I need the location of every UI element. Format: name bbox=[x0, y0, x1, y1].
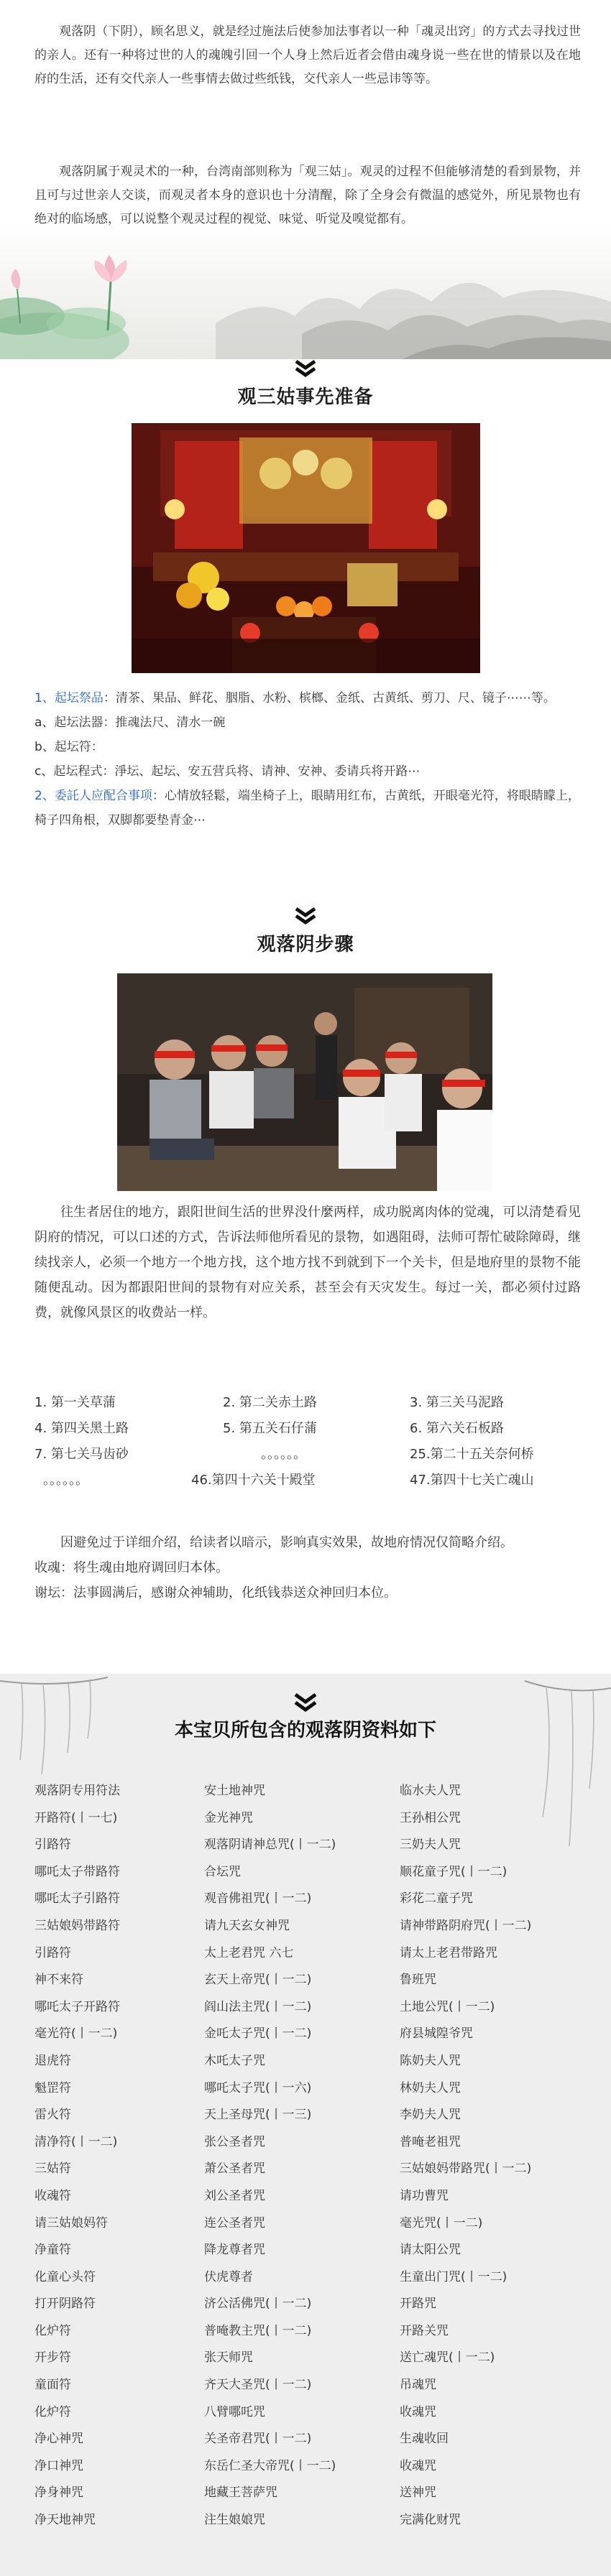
prep-item-b: b、起坛符： bbox=[35, 740, 104, 754]
talisman-item: 毫光符(丨一二) bbox=[35, 2026, 118, 2042]
talisman-item: 神不来符 bbox=[35, 1973, 83, 1988]
talisman-item: 刘公圣者咒 bbox=[204, 2188, 265, 2203]
talisman-item: 魁罡符 bbox=[35, 2080, 71, 2095]
talisman-item: 开步符 bbox=[35, 2350, 71, 2366]
lotus-decoration bbox=[0, 216, 165, 359]
talisman-item: 降龙尊者咒 bbox=[204, 2243, 265, 2258]
talisman-column-2 bbox=[204, 1778, 336, 2534]
talisman-item: 观落阴专用符法 bbox=[35, 1784, 120, 1798]
talisman-item: 引路符 bbox=[35, 1838, 71, 1853]
note-recall-soul: 收魂：将生魂由地府调回归本体。 bbox=[35, 1560, 229, 1575]
talisman-item: 东岳仁圣大帝咒(丨一二) bbox=[204, 2458, 336, 2473]
talisman-item: 完满化财咒 bbox=[400, 2513, 461, 2528]
talisman-item: 张天师咒 bbox=[204, 2350, 253, 2366]
prep-item-2-label: 2、委託人应配合事项 bbox=[35, 789, 152, 803]
gate-item: 2. 第二关赤土路 bbox=[223, 1395, 317, 1410]
talisman-item: 开路咒 bbox=[400, 2297, 436, 2312]
prep-item-1-label: 1、起坛祭品 bbox=[35, 691, 104, 705]
talisman-item: 彩花二童子咒 bbox=[400, 1891, 473, 1906]
gate-item: 25.第二十五关奈何桥 bbox=[410, 1447, 534, 1462]
talisman-item: 玄天上帝咒(丨一二) bbox=[204, 1973, 312, 1988]
altar-photo bbox=[132, 423, 480, 673]
talisman-item: 三姑娘妈带路咒(丨一二) bbox=[400, 2162, 532, 2177]
talisman-item: 合坛咒 bbox=[204, 1864, 241, 1879]
talisman-item: 伏虎尊者 bbox=[204, 2269, 253, 2284]
talisman-item: 打开阴路符 bbox=[35, 2297, 96, 2312]
talisman-item: 张公圣者咒 bbox=[204, 2134, 265, 2149]
talisman-item: 净心神咒 bbox=[35, 2432, 83, 2447]
prep-section-header bbox=[0, 359, 611, 409]
talisman-item: 林奶夫人咒 bbox=[400, 2080, 461, 2095]
talisman-item: 鲁班咒 bbox=[400, 1973, 436, 1988]
talisman-item: 收魂咒 bbox=[400, 2404, 436, 2419]
talisman-item: 请三姑娘妈符 bbox=[35, 2215, 108, 2230]
prep-item-1-text: ：清茶、果品、鲜花、胭脂、水粉、槟榔、金纸、古黄纸、剪刀、尺、镜子⋯⋯等。 bbox=[103, 691, 556, 705]
talisman-item: 净口神咒 bbox=[35, 2458, 83, 2473]
talisman-item: 李奶夫人咒 bbox=[400, 2108, 461, 2123]
chevron-down-icon bbox=[293, 1692, 318, 1713]
chevron-down-icon bbox=[293, 359, 318, 378]
note-brief: 因避免过于详细介绍，给读者以暗示，影响真实效果，故地府情况仅简略介绍。 bbox=[60, 1535, 513, 1550]
talisman-item: 请功曹咒 bbox=[400, 2188, 449, 2203]
talisman-item: 引路符 bbox=[35, 1945, 71, 1960]
talisman-item: 生童出门咒(丨一二) bbox=[400, 2269, 507, 2284]
talisman-item: 济公活佛咒(丨一二) bbox=[204, 2297, 312, 2312]
talisman-item: 请九天玄女神咒 bbox=[204, 1918, 290, 1933]
gate-item: 。。。。。。 bbox=[261, 1447, 306, 1462]
talisman-item: 普唵老祖咒 bbox=[400, 2134, 461, 2149]
talisman-item: 化炉符 bbox=[35, 2404, 71, 2419]
talisman-item: 净天地神咒 bbox=[35, 2513, 96, 2528]
gate-item: 46.第四十六关十殿堂 bbox=[191, 1473, 316, 1488]
talisman-item: 送亡魂咒(丨一二) bbox=[400, 2350, 495, 2366]
talisman-item: 连公圣者咒 bbox=[204, 2215, 265, 2230]
prep-list bbox=[35, 686, 581, 833]
talisman-item: 三奶夫人咒 bbox=[400, 1838, 461, 1853]
talisman-item: 三姑娘妈带路符 bbox=[35, 1918, 120, 1933]
note-close-altar: 谢坛：法事圆满后，感谢众神辅助，化纸钱恭送众神回归本位。 bbox=[35, 1585, 397, 1600]
gate-item: 47.第四十七关亡魂山 bbox=[410, 1473, 534, 1488]
talisman-item: 请太阳公咒 bbox=[400, 2243, 461, 2258]
steps-section-title: 观落阴步骤 bbox=[257, 934, 354, 955]
talisman-item: 收魂咒 bbox=[400, 2458, 436, 2473]
intro-paragraph-1: 观落阴（下阴），顾名思义，就是经过施法后使参加法事者以一种「魂灵出窍」的方式去寻找过世的亲人。还有一种将过世的人的魂魄引回一个人身上然后近者会借由魂身说一些在世的情景以及在地府的生活，还有交代亲人一些事情去做过些纸钱，交代亲人一些忌讳等等。 bbox=[35, 24, 581, 86]
talisman-item: 哪吒太子开路符 bbox=[35, 1999, 120, 2014]
talisman-column-1 bbox=[35, 1778, 120, 2534]
gate-item: 4. 第四关黑土路 bbox=[35, 1421, 129, 1436]
gate-item: 5. 第五关石仔蒲 bbox=[223, 1421, 317, 1436]
talisman-item: 观落阴请神总咒(丨一二) bbox=[204, 1838, 336, 1853]
talisman-item: 注生娘娘咒 bbox=[204, 2513, 265, 2528]
talisman-item: 萧公圣者咒 bbox=[204, 2162, 265, 2177]
talisman-item: 请太上老君带路咒 bbox=[400, 1945, 497, 1960]
talisman-item: 雷火符 bbox=[35, 2108, 71, 2123]
talisman-item: 安土地神咒 bbox=[204, 1784, 265, 1798]
talisman-item: 八臂哪吒咒 bbox=[204, 2404, 265, 2419]
talisman-item: 天上圣母咒(丨一三) bbox=[204, 2108, 312, 2123]
talisman-item: 金吒太子咒(丨一二) bbox=[204, 2026, 312, 2042]
talisman-item: 开路符(丨一七) bbox=[35, 1810, 118, 1825]
talisman-item: 哪吒太子带路符 bbox=[35, 1864, 120, 1879]
steps-notes bbox=[35, 1530, 581, 1606]
talisman-item: 府县城隍爷咒 bbox=[400, 2026, 473, 2042]
talisman-item: 三姑符 bbox=[35, 2162, 71, 2177]
intro-paragraph-2: 观落阴属于观灵术的一种，台湾南部则称为「观三姑」。观灵的过程不但能够清楚的看到景物，并且可与过世亲人交谈，而观灵者本身的意识也十分清醒，除了全身会有微温的感觉外，所见景物也有绝对的临场感，可以说整个观灵过程的视觉、味觉、听觉及嗅觉都有。 bbox=[35, 165, 581, 226]
resources-title: 本宝贝所包含的观落阴资料如下 bbox=[174, 1720, 436, 1741]
talisman-item: 观音佛祖咒(丨一二) bbox=[204, 1891, 312, 1906]
gate-item: 6. 第六关石板路 bbox=[410, 1421, 504, 1436]
talisman-item: 临水夫人咒 bbox=[400, 1784, 461, 1798]
talisman-item: 请神带路阴府咒(丨一二) bbox=[400, 1918, 532, 1933]
talisman-item: 生魂收回 bbox=[400, 2432, 449, 2447]
steps-paragraph: 往生者居住的地方，跟阳世间生活的世界没什麼两样，成功脱离肉体的觉魂，可以清楚看见阴府的情况，可以口述的方式，告诉法师他所看见的景物，如遇阻碍，法师可帮忙破除障碍，继续找亲人，必须一个地方一个地方找，这个地方找不到就到下一个关卡，但是地府里的景物不能随便乱动。因为都跟阳世间的景物有对应关系，甚至会有天灾发生。每过一关，都必须付过路费，就像风景区的收费站一样。 bbox=[35, 1205, 581, 1320]
talisman-item: 太上老君咒 六七 bbox=[204, 1945, 294, 1960]
talisman-item: 地藏王菩萨咒 bbox=[204, 2485, 277, 2501]
talisman-item: 哪吒太子引路符 bbox=[35, 1891, 120, 1906]
talisman-item: 退虎符 bbox=[35, 2053, 71, 2068]
talisman-item: 清净符(丨一二) bbox=[35, 2134, 118, 2149]
talisman-item: 收魂符 bbox=[35, 2188, 71, 2203]
steps-section-header bbox=[0, 907, 611, 956]
prep-item-2-text: ：心情放轻鬆，端坐椅子上，眼睛用红布，古黄纸，开眼毫光符，将眼睛矇上，椅子四角根，双脚都要垫青金⋯ bbox=[35, 789, 580, 828]
talisman-column-3 bbox=[400, 1778, 531, 2534]
talisman-item: 净身神咒 bbox=[35, 2485, 83, 2501]
prep-item-c: c、起坛程式：淨坛、起坛、安五营兵将、请神、安神、委请兵将开路⋯ bbox=[35, 764, 421, 779]
prep-item-1 bbox=[35, 686, 581, 710]
talisman-item: 普唵教主咒(丨一二) bbox=[204, 2323, 312, 2338]
talisman-item: 送神咒 bbox=[400, 2485, 436, 2501]
talisman-item: 木吒太子咒 bbox=[204, 2053, 265, 2068]
talisman-item: 吊魂咒 bbox=[400, 2378, 436, 2393]
talisman-item: 净童符 bbox=[35, 2243, 71, 2258]
talisman-item: 关圣帝君咒(丨一二) bbox=[204, 2432, 312, 2447]
resources-section bbox=[0, 1674, 611, 2576]
talisman-item: 毫光咒(丨一二) bbox=[400, 2215, 483, 2230]
gate-item: 。。。。。。 bbox=[43, 1473, 88, 1488]
gate-item: 3. 第三关马泥路 bbox=[410, 1395, 504, 1410]
prep-item-a: a、起坛法器：推魂法尺、清水一碗 bbox=[35, 715, 226, 730]
talisman-item: 顺花童子咒(丨一二) bbox=[400, 1864, 507, 1879]
talisman-item: 阎山法主咒(丨一二) bbox=[204, 1999, 312, 2014]
chevron-down-icon bbox=[293, 907, 318, 925]
talisman-item: 化炉符 bbox=[35, 2323, 71, 2338]
gate-item: 1. 第一关草蒲 bbox=[35, 1395, 116, 1410]
talisman-item: 土地公咒(丨一二) bbox=[400, 1999, 495, 2014]
gate-item: 7. 第七关马齿砂 bbox=[35, 1447, 129, 1462]
talisman-item: 开路关咒 bbox=[400, 2323, 449, 2338]
prep-item-2 bbox=[35, 784, 581, 833]
talisman-item: 化童心头符 bbox=[35, 2269, 96, 2284]
talisman-item: 金光神咒 bbox=[204, 1810, 253, 1825]
talisman-item: 王孙相公咒 bbox=[400, 1810, 461, 1825]
intro-section bbox=[0, 0, 611, 359]
talisman-item: 童面符 bbox=[35, 2378, 71, 2393]
talisman-item: 齐天大圣咒(丨一二) bbox=[204, 2378, 312, 2393]
ritual-participants-photo bbox=[117, 973, 492, 1191]
talisman-item: 哪吒太子咒(丨一六) bbox=[204, 2080, 312, 2095]
talisman-item: 陈奶夫人咒 bbox=[400, 2053, 461, 2068]
prep-section-title: 观三姑事先准备 bbox=[237, 386, 374, 408]
